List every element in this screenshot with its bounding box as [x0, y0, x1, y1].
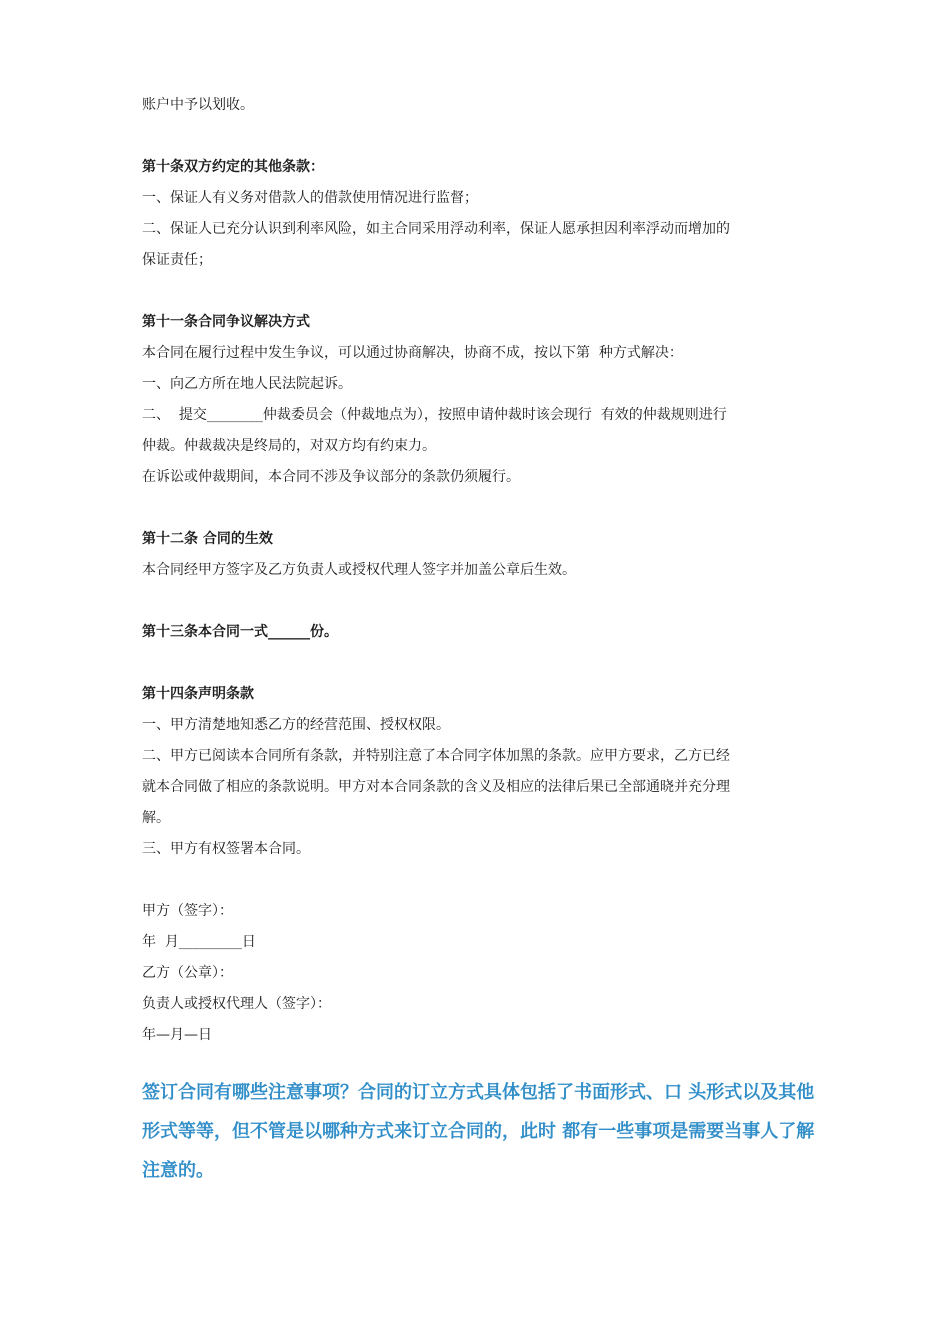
text-line: 本合同经甲方签字及乙方负责人或授权代理人签字并加盖公章后生效。 — [142, 562, 576, 578]
contract-body — [142, 90, 818, 1051]
signature-party-a-date: 年 月_________日 — [142, 934, 256, 950]
signature-party-a: 甲方（签字）： — [142, 903, 233, 919]
text-line: 一、向乙方所在地人民法院起诉。 — [142, 376, 352, 392]
signature-party-b-date: 年—月—日 — [142, 1027, 212, 1043]
text-line: 账户中予以划收。 — [142, 97, 254, 113]
signature-party-b: 乙方（公章）： — [142, 965, 233, 981]
section-10-title: 第十条双方约定的其他条款： — [142, 159, 324, 175]
text-line: 解。 — [142, 810, 170, 826]
text-line: 仲裁。仲裁裁决是终局的，对双方均有约束力。 — [142, 438, 436, 454]
section-13-title: 第十三条本合同一式______份。 — [142, 624, 338, 640]
text-line: 二、保证人已充分认识到利率风险，如主合同采用浮动利率，保证人愿承担因利率浮动而增加的 — [142, 221, 730, 237]
text-line: 三、甲方有权签署本合同。 — [142, 841, 310, 857]
text-line: 在诉讼或仲裁期间，本合同不涉及争议部分的条款仍须履行。 — [142, 469, 520, 485]
text-line: 二、 提交________仲裁委员会（仲裁地点为），按照申请仲裁时该会现行 有效的仲裁规则进行 — [142, 407, 727, 423]
text-line: 一、保证人有义务对借款人的借款使用情况进行监督； — [142, 190, 478, 206]
section-11-title: 第十一条合同争议解决方式 — [142, 314, 310, 330]
signature-party-b-rep: 负责人或授权代理人（签字）： — [142, 996, 331, 1012]
section-12-title: 第十二条 合同的生效 — [142, 531, 273, 547]
section-14-title: 第十四条声明条款 — [142, 686, 254, 702]
text-line: 本合同在履行过程中发生争议，可以通过协商解决，协商不成，按以下第 种方式解决： — [142, 345, 683, 361]
text-line: 一、甲方清楚地知悉乙方的经营范围、授权权限。 — [142, 717, 450, 733]
text-line: 二、甲方已阅读本合同所有条款，并特别注意了本合同字体加黑的条款。应甲方要求，乙方已经 — [142, 748, 730, 764]
text-line: 就本合同做了相应的条款说明。甲方对本合同条款的含义及相应的法律后果已全部通晓并充分理 — [142, 779, 730, 795]
text-line: 保证责任； — [142, 252, 212, 268]
contract-tips-note: 签订合同有哪些注意事项？合同的订立方式具体包括了书面形式、口 头形式以及其他形式等等，但不管是以哪种方式来订立合同的，此时 都有一些事项是需要当事人了解注意的。 — [142, 1082, 815, 1181]
